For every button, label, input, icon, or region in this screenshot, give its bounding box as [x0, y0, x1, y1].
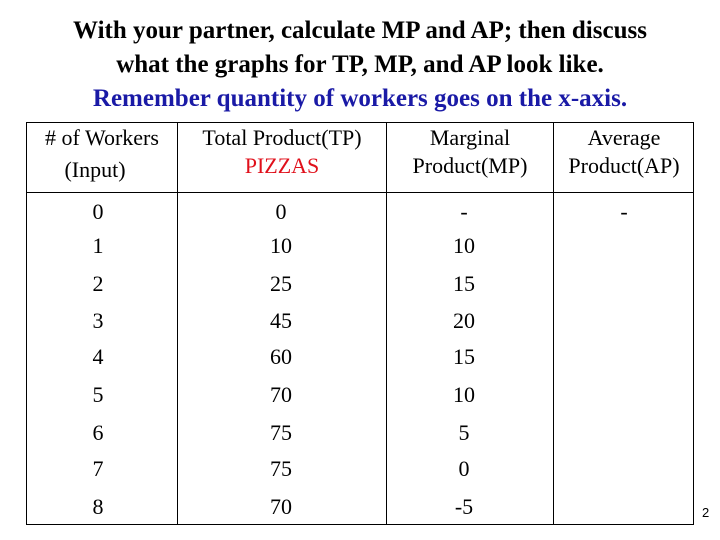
- cell-workers: 8: [92, 494, 104, 519]
- cell-tp: 75: [270, 420, 292, 445]
- cell-workers: 3: [92, 308, 104, 333]
- cell-workers: 2: [92, 271, 104, 296]
- cell-tp: 25: [270, 271, 292, 296]
- cell-mp: -: [460, 199, 468, 224]
- header-tp-line2: PIZZAS: [244, 153, 320, 178]
- cell-workers: 1: [92, 233, 104, 258]
- page-number: 2: [702, 505, 710, 520]
- header-marginal-product: [387, 124, 553, 180]
- header-mp-line1: Marginal: [429, 125, 511, 150]
- title-line-2: what the graphs for TP, MP, and AP look like.: [116, 51, 604, 78]
- cell-ap: -: [620, 199, 628, 224]
- cell-tp: 60: [270, 344, 292, 369]
- cell-mp: 15: [453, 344, 475, 369]
- header-tp-line1: Total Product(TP): [202, 125, 362, 150]
- title-line-3: Remember quantity of workers goes on the x-axis.: [92, 85, 628, 112]
- header-workers-line2: (Input): [64, 157, 126, 182]
- cell-tp: 0: [275, 199, 287, 224]
- title-line-1: With your partner, calculate MP and AP; then discuss: [73, 17, 647, 44]
- header-mp-line2: Product(MP): [412, 153, 528, 178]
- cell-mp: 20: [453, 308, 475, 333]
- cell-tp: 45: [270, 308, 292, 333]
- cell-tp: 70: [270, 494, 292, 519]
- cell-mp: 10: [453, 233, 475, 258]
- cell-tp: 70: [270, 382, 292, 407]
- cell-mp: -5: [454, 494, 474, 519]
- cell-mp: 0: [458, 456, 470, 481]
- header-ap-line2: Product(AP): [568, 153, 680, 178]
- header-ap-line1: Average: [587, 125, 661, 150]
- header-average-product: [554, 124, 694, 180]
- cell-tp: 10: [270, 233, 292, 258]
- header-workers: [26, 124, 178, 184]
- cell-workers: 4: [92, 344, 104, 369]
- cell-workers: 5: [92, 382, 104, 407]
- column-divider-3: [553, 122, 554, 525]
- cell-mp: 5: [458, 420, 470, 445]
- cell-workers: 6: [92, 420, 104, 445]
- cell-workers: 0: [92, 199, 104, 224]
- slide-title: [0, 14, 720, 116]
- header-divider: [26, 192, 694, 193]
- header-workers-line1: # of Workers: [45, 125, 159, 150]
- cell-mp: 10: [453, 382, 475, 407]
- header-total-product: [178, 124, 386, 180]
- cell-workers: 7: [92, 456, 104, 481]
- cell-tp: 75: [270, 456, 292, 481]
- cell-mp: 15: [453, 271, 475, 296]
- column-divider-2: [386, 122, 387, 525]
